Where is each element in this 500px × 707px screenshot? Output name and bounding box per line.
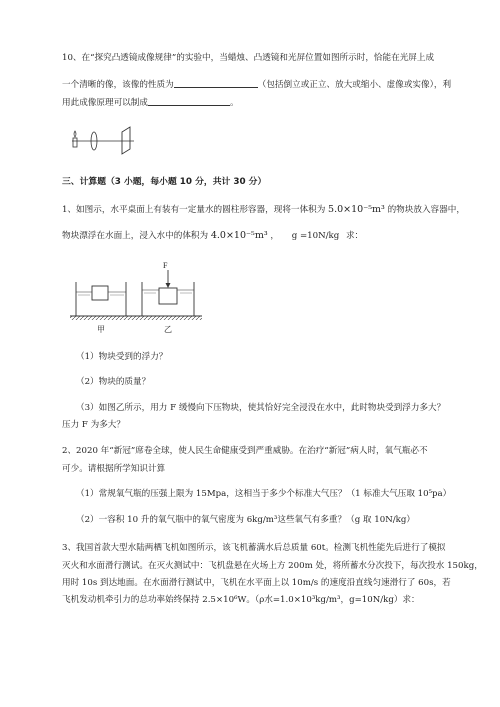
q1-line-1	[62, 204, 465, 216]
q2-sub-2: （2）一容积 10 升的氧气瓶中的氧气密度为 6kg/m³这些氧气有多重？（g 取 10N/kg）	[76, 515, 415, 525]
q1-line-1-text-a: 1、如图示，水平桌面上有装有一定量水的圆柱形容器，现将一体积为	[62, 205, 326, 215]
q10-line-2	[62, 78, 451, 91]
block-floating	[92, 286, 108, 300]
container-figure	[66, 258, 206, 338]
table-hatching	[70, 316, 202, 320]
q2-line-2: 可少。请根据所学知识计算	[62, 464, 166, 474]
label-F: F	[163, 261, 168, 270]
container-right	[142, 270, 194, 316]
label-jia: 甲	[97, 325, 105, 334]
q10-line-3-text-a: 用此成像原理可以制成	[62, 98, 148, 108]
q3-line-3: 用时 10s 到达地面。在水面滑行测试中，飞机在水平面上以 10m/s 的速度沿直线匀速滑行了 60s，若	[62, 578, 451, 588]
q10-line-2-text-b: （包括倒立或正立、放大或缩小、虚像或实像），利	[257, 80, 452, 90]
q1-sub-3a: （3）如图乙所示，用力 F 缓慢向下压物块，使其恰好完全浸没在水中，此时物块受到浮力多大？	[76, 403, 446, 413]
lens-experiment-figure	[70, 120, 140, 156]
q1-line-2-text-b: ，	[270, 231, 279, 241]
q10-answer-blank-2	[148, 96, 230, 106]
q3-line-1: 3、我国首款大型水陆两栖飞机如图所示，该飞机蓄满水后总质量 60t。检测飞机性能先后进行了模拟	[62, 543, 446, 553]
force-arrowhead	[166, 283, 171, 288]
light-screen	[122, 127, 130, 154]
q2-sub-1: （1）常规氧气瓶的压强上限为 15Mpa，这相当于多少个标准大气压？（1 标准大气压取 10⁵pa）	[76, 489, 452, 499]
label-yi: 乙	[164, 325, 172, 334]
q10-line-1: 10、在“探究凸透镜成像规律”的实验中，当蜡烛、凸透镜和光屏位置如图所示时，恰能在光屏上成	[62, 53, 435, 63]
q1-volume-total: 5.0×10⁻⁵m³	[328, 204, 385, 215]
q3-line-2: 灭火和水面滑行测试。在灭火测试中：飞机盘悬在火场上方 200m 处，将所蓄水分次投下，每次投水 150kg，	[62, 561, 483, 571]
q10-line-2-text-a: 一个清晰的像，该像的性质为	[62, 80, 174, 90]
q1-volume-submerged: 4.0×10⁻⁵m³	[210, 230, 268, 241]
section-3-title: 三、计算题（3 小题，每小题 10 分，共计 30 分）	[62, 177, 267, 187]
q2-line-1: 2、2020 年“新冠”席卷全球，使人民生命健康受到严重威胁。在治疗“新冠”病人时，氧气瓶必不	[62, 446, 428, 456]
q1-line-2	[62, 230, 363, 242]
container-left	[76, 282, 126, 316]
q1-g-value: g =10N/kg	[291, 231, 340, 241]
candle-flame	[74, 131, 76, 137]
q1-sub-1: （1）物块受到的浮力？	[76, 352, 168, 362]
q3-line-4: 飞机发动机牵引力的总功率始终保持 2.5×10⁶W。（ρ水=1.0×10³kg/m³，g=10N/kg）求：	[62, 595, 420, 605]
q1-line-2-text-c: 求：	[345, 231, 364, 241]
q10-line-3	[62, 96, 239, 109]
q10-line-3-text-b: 。	[229, 98, 239, 108]
q1-line-1-text-b: 的物块放入容器中，	[387, 205, 465, 215]
q1-sub-2: （2）物块的质量？	[76, 377, 151, 387]
block-submerged	[159, 288, 177, 304]
candle	[73, 138, 77, 147]
q10-answer-blank-1	[174, 78, 258, 88]
q1-sub-3b: 压力 F 为多大？	[62, 420, 125, 430]
q1-line-2-text-a: 物块漂浮在水面上，浸入水中的体积为	[62, 231, 209, 241]
